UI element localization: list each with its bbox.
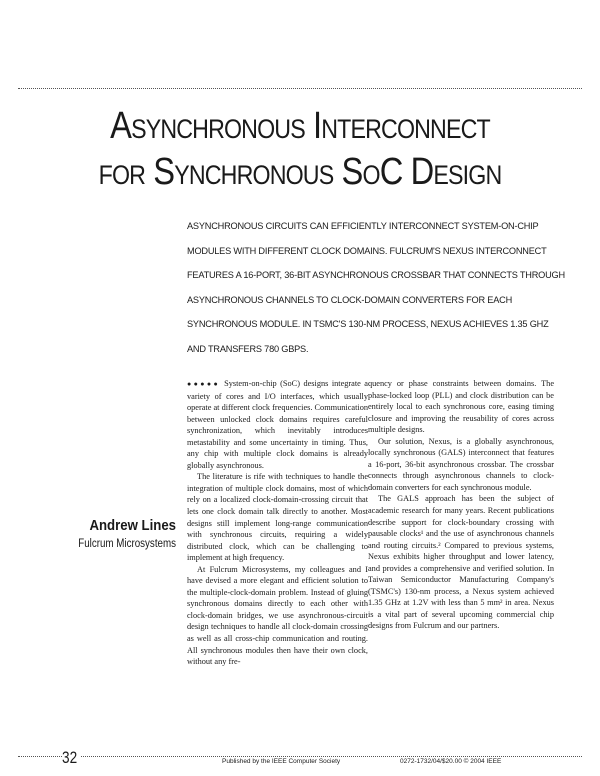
abstract: ASYNCHRONOUS CIRCUITS CAN EFFICIENTLY INTERCONNECT SYSTEM-ON-CHIP MODULES WITH DIFFERENT CLOCK DOMAINS. FULCRUM'S NEXUS INTERCONNECT FEATURES A 16-PORT, 36-BIT ASYNCHRONOUS CROSSBAR THAT CONNECTS THROUGH ASYNCHRONOUS CHANNELS TO CLOCK-DOMAIN CONVERTERS FOR EACH SYNCHRONOUS MODULE. IN TSMC'S 130-NM PROCESS, NEXUS ACHIEVES 1.35 GHZ AND TRANSFERS 780 GBPS. <box>187 221 565 354</box>
paragraph <box>187 378 368 471</box>
lead-marker: ●●●●● <box>187 380 221 388</box>
title-line-2 <box>42 148 558 196</box>
page-number: 32 <box>62 748 80 768</box>
author-affiliation: Fulcrum Microsystems <box>78 538 176 550</box>
top-dotted-rule <box>18 88 582 89</box>
title-line-2-text: for Synchronous SoC Design <box>98 151 502 193</box>
body-column-1 <box>187 378 368 668</box>
author-name: Andrew Lines <box>89 517 176 534</box>
publisher-line: Published by the IEEE Computer Society <box>222 758 341 765</box>
bottom-dotted-rule <box>18 756 582 757</box>
paragraph: The literature is rife with techniques to handle the integration of multiple clock domains, most of which rely on a localized clock-domain-crossing circuit that lets one clock domain talk directly to another. Most designs still implement long-range communication with synchronous circuits, requiring a widely distributed clock, which can be challenging to implement at high frequency. <box>187 472 368 563</box>
paragraph-text: System-on-chip (SoC) designs integrate a variety of cores and I/O interfaces, which usually operate at different clock frequencies. Communication between unlocked clock domains requires careful synchronization, which inevitably introduces metastability and some uncertainty in timing. Thus, any chip with multiple clock domains is already globally asynchronous. <box>187 379 368 470</box>
paragraph: At Fulcrum Microsystems, my colleagues and I have devised a more elegant and efficient solution to the multiple-clock-domain problem. Instead of gluing synchronous domains directly to each other with clock-domain bridges, we use asynchronous-circuit design techniques to handle all clock-domain crossing as well as all cross-chip communication and routing. All synchronous modules then have their own clock, without any fre- <box>187 564 368 667</box>
title-line-1 <box>42 102 558 150</box>
author-block <box>61 517 176 550</box>
copyright-line: 0272-1732/04/$20.00 © 2004 IEEE <box>400 758 502 765</box>
paragraph: quency or phase constraints between domains. The phase-locked loop (PLL) and clock distribution can be entirely local to each synchronous core, easing timing closure and improving the reusability of cores across multiple designs. <box>368 379 554 435</box>
title-line-1-text: Asynchronous Interconnect <box>110 105 490 147</box>
body-column-2 <box>368 378 554 632</box>
paragraph: The GALS approach has been the subject of academic research for many years. Recent publications describe support for clock-boundary crossing with pausable clocks¹ and the use of asynchronous channels and routing circuits.² Compared to previous systems, Nexus exhibits higher throughput and lower latency, and provides a comprehensive and verified solution. In Taiwan Semiconductor Manufacturing Company's (TSMC's) 130-nm process, a Nexus system achieved 1.35 GHz at 1.2V with less than 5 mm² in area. Nexus is a vital part of several upcoming commercial chip designs from Fulcrum and our partners. <box>368 494 554 631</box>
paragraph: Our solution, Nexus, is a globally asynchronous, locally synchronous (GALS) interconnect that features a 16-port, 36-bit asynchronous crossbar. The crossbar connects through asynchronous channels to clock-domain converters for each synchronous module. <box>368 436 554 492</box>
